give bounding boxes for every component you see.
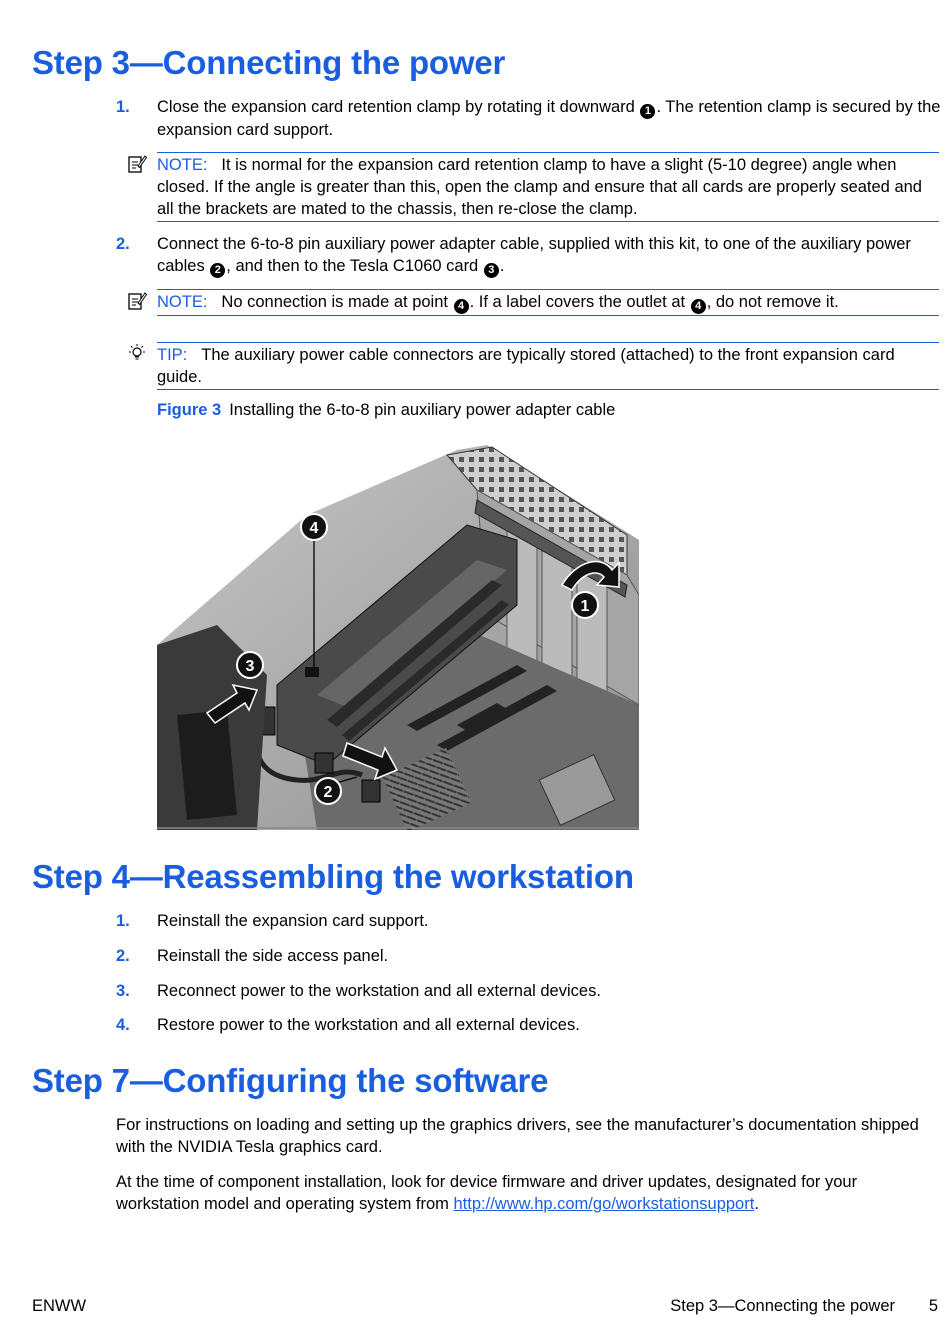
figure-callout-2 [315, 778, 341, 804]
step4-item-1-number: 1. [116, 912, 130, 930]
figure-caption [157, 401, 615, 420]
step3-item-1-text-b: . The retention clamp is secured by the expansion card support. [157, 98, 941, 139]
tip-text: The auxiliary power cable connectors are typically stored (attached) to the front expansion card guide. [157, 346, 895, 386]
step4-item-4-text: Restore power to the workstation and all external devices. [157, 1016, 580, 1034]
step4-heading: Step 4—Reassembling the workstation [32, 858, 634, 895]
step3-item-1-number: 1. [116, 98, 130, 116]
figure-callout-4-label: 4 [309, 520, 319, 537]
footer-section: Step 3—Connecting the power [670, 1297, 895, 1315]
step3-item-2-text-c: . [499, 257, 505, 275]
note-label: NOTE: [157, 156, 208, 174]
step3-item-1-text [157, 96, 942, 141]
step4-item-3-number: 3. [116, 982, 130, 1000]
step7-heading: Step 7—Configuring the software [32, 1062, 549, 1099]
callout-4-icon: 4 [454, 299, 469, 314]
callout-3-icon: 3 [484, 263, 499, 278]
step3-item-1-text-a: Close the expansion card retention clamp by rotating it downward [157, 98, 640, 116]
figure-label: Figure 3 [157, 401, 222, 419]
tip-label: TIP: [157, 346, 188, 364]
callout-4-icon: 4 [691, 299, 706, 314]
step7-paragraph-2-end: . [754, 1195, 759, 1213]
step4-item-4-number: 4. [116, 1016, 130, 1034]
footer-page-number: 5 [928, 1297, 938, 1315]
step7-paragraph-1: For instructions on loading and setting up the graphics drivers, see the manufacturer’s documentation shipped with the NVIDIA Tesla graphics card. [116, 1116, 919, 1156]
tip-box [157, 342, 939, 390]
note-label: NOTE: [157, 293, 208, 311]
figure-callout-3-label: 3 [245, 658, 255, 675]
figure-callout-2-label: 2 [323, 784, 333, 801]
note-text-a: No connection is made at point [221, 293, 453, 311]
tip-icon [127, 343, 147, 368]
callout-1-icon: 1 [640, 104, 655, 119]
step7-paragraph-2 [116, 1171, 941, 1215]
step7-paragraph-2-text: At the time of component installation, look for device firmware and driver updates, designated for your workstation model and operating system from [116, 1173, 858, 1213]
note-text-c: , do not remove it. [706, 293, 839, 311]
note-text-b: . If a label covers the outlet at [469, 293, 690, 311]
figure-callout-3 [237, 652, 263, 678]
step3-item-2-text-a: Connect the 6-to-8 pin auxiliary power adapter cable, supplied with this kit, to one of the auxiliary power cables [157, 235, 911, 275]
figure-callout-1-label: 1 [580, 598, 590, 615]
step4-item-2-number: 2. [116, 947, 130, 965]
note-icon [127, 291, 147, 316]
callout-2-icon: 2 [210, 263, 225, 278]
figure-callout-1 [572, 592, 598, 618]
step3-heading: Step 3—Connecting the power [32, 44, 506, 81]
step3-item-2-text-b: , and then to the Tesla C1060 card [226, 257, 483, 275]
footer-left: ENWW [32, 1297, 87, 1315]
workstation-support-link[interactable]: http://www.hp.com/go/workstationsupport [453, 1195, 755, 1213]
note-point-4 [157, 289, 939, 316]
step4-item-3-text: Reconnect power to the workstation and all external devices. [157, 982, 601, 1000]
note-text: It is normal for the expansion card retention clamp to have a slight (5-10 degree) angle when closed. If the angle is greater than this, open the clamp and ensure that all cards are properly seated and all the brackets are mated to the chassis, then re-close the clamp. [157, 156, 922, 218]
figure-caption-text: Installing the 6-to-8 pin auxiliary power adapter cable [229, 401, 616, 419]
figure-callout-4 [301, 514, 327, 540]
figure-3-illustration [157, 445, 639, 830]
step3-item-2-number: 2. [116, 235, 130, 253]
step3-item-2-text [157, 233, 942, 278]
note-icon [127, 154, 147, 179]
note-retention-clamp [157, 152, 939, 222]
step4-item-2-text: Reinstall the side access panel. [157, 947, 389, 965]
step4-item-1-text: Reinstall the expansion card support. [157, 912, 429, 930]
